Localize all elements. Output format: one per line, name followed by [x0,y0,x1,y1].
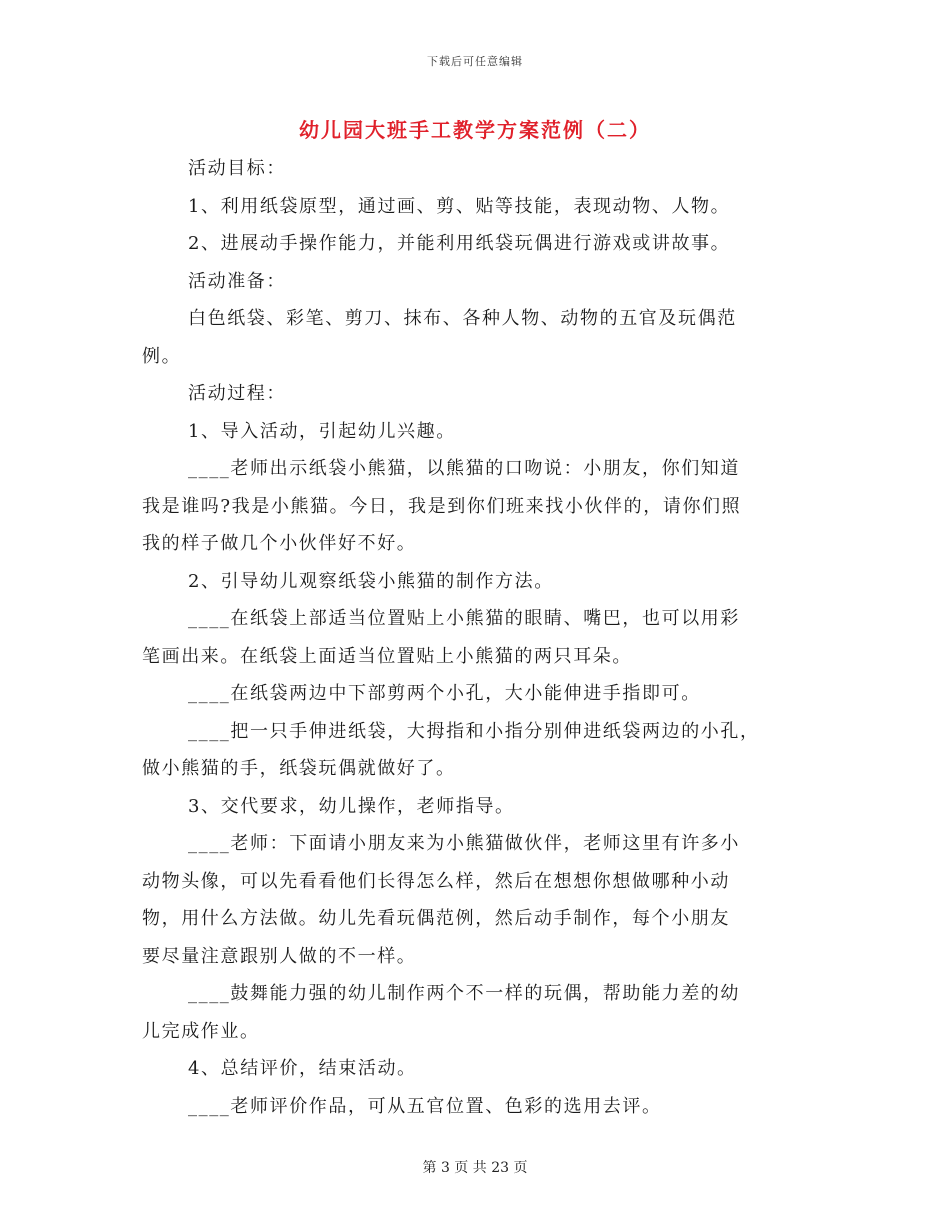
page-header-note: 下载后可任意编辑 [427,55,523,68]
body-line: 活动过程： [188,383,286,404]
body-line: ____老师出示纸袋小熊猫，以熊猫的口吻说：小朋友，你们知道 [188,458,740,479]
body-line: 4、总结评价，结束活动。 [188,1058,417,1079]
body-line: ____鼓舞能力强的幼儿制作两个不一样的玩偶，帮助能力差的幼 [188,983,740,1004]
body-line: 笔画出来。在纸袋上面适当位置贴上小熊猫的两只耳朵。 [142,645,632,667]
body-line: 2、进展动手操作能力，并能利用纸袋玩偶进行游戏或讲故事。 [188,233,731,254]
body-line: ____把一只手伸进纸袋，大拇指和小指分别伸进纸袋两边的小孔， [188,720,760,742]
document-title: 幼儿园大班手工教学方案范例（二） [299,118,651,142]
body-line: 我的样子做几个小伙伴好不好。 [142,533,417,554]
body-line: 做小熊猫的手，纸袋玩偶就做好了。 [142,758,456,779]
body-line: 我是谁吗?我是小熊猫。今日，我是到你们班来找小伙伴的，请你们照 [142,495,742,517]
body-line: ____老师：下面请小朋友来为小熊猫做伙伴，老师这里有许多小 [188,833,740,854]
body-line: 要尽量注意跟别人做的不一样。 [142,945,417,967]
body-line: 活动准备： [188,270,286,292]
body-line: 2、引导幼儿观察纸袋小熊猫的制作方法。 [188,570,554,592]
page-number: 第 3 页 共 23 页 [422,1160,528,1176]
body-line: ____老师评价作品，可从五官位置、色彩的选用去评。 [188,1095,662,1117]
body-line: 物，用什么方法做。幼儿先看玩偶范例，然后动手制作，每个小朋友 [142,908,730,929]
body-line: 儿完成作业。 [142,1020,260,1042]
body-line: ____在纸袋上部适当位置贴上小熊猫的眼睛、嘴巴，也可以用彩 [188,608,740,629]
body-line: 动物头像，可以先看看他们长得怎么样，然后在想想你想做哪种小动 [142,870,730,892]
body-line: 白色纸袋、彩笔、剪刀、抹布、各种人物、动物的五官及玩偶范 [188,308,737,329]
body-line: 1、导入活动，引起幼儿兴趣。 [188,420,456,442]
document-body [142,150,808,1125]
body-line: 例。 [142,345,182,367]
body-line: ____在纸袋两边中下部剪两个小孔，大小能伸进手指即可。 [188,683,701,704]
body-line: 活动目标： [188,158,286,179]
body-line: 3、交代要求，幼儿操作，老师指导。 [188,795,515,817]
body-line: 1、利用纸袋原型，通过画、剪、贴等技能，表现动物、人物。 [188,195,731,217]
